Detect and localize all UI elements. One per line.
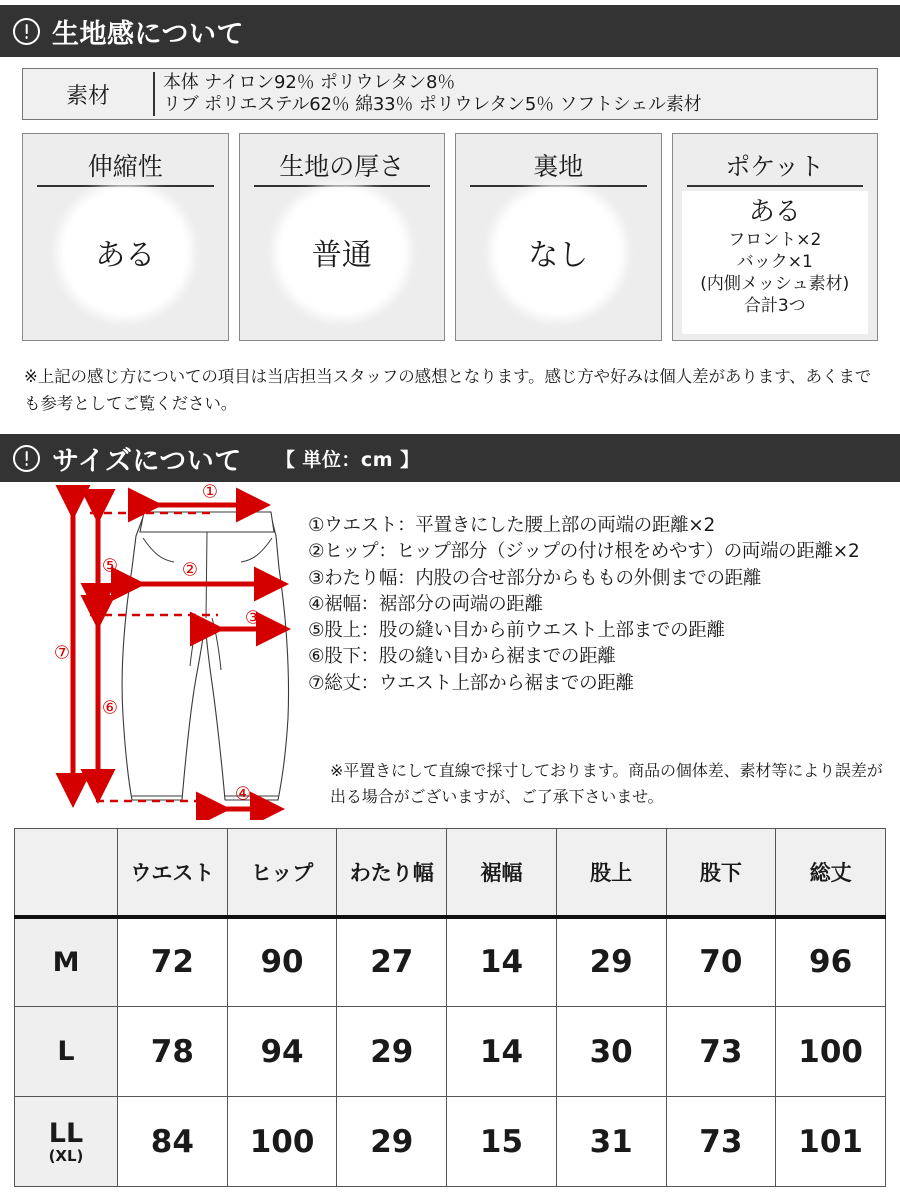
feature-card-stretch <box>22 133 229 341</box>
legend-item-hem: ④裾幅：裾部分の両端の距離 <box>308 593 543 615</box>
fabric-section-title: 生地感について <box>52 18 244 50</box>
legend-item-rise: ⑤股上：股の縫い目から前ウエスト上部までの距離 <box>308 620 725 642</box>
size-section-note: ※平置きにして直線で採寸しております。商品の個体差、素材等により誤差が出る場合がございますが、ご了承下さいませ。 <box>330 761 883 806</box>
legend-item-waist: ①ウエスト：平置きにした腰上部の両端の距離×2 <box>308 515 715 536</box>
material-label: 素材 <box>65 83 110 109</box>
cell-l-hip: 94 <box>227 1007 337 1097</box>
legend-item-length: ⑦総丈：ウエスト上部から裾までの距離 <box>308 672 634 694</box>
feature-card-stretch-title: 伸縮性 <box>87 152 163 181</box>
cell-m-rise: 29 <box>556 917 666 1007</box>
cell-m-waist: 72 <box>118 917 228 1007</box>
table-row <box>15 1007 886 1097</box>
feature-card-lining-value: なし <box>528 238 589 273</box>
feature-card-stretch-value: ある <box>95 238 156 273</box>
column-header-inseam: 股下 <box>666 829 776 917</box>
cell-ll-waist: 84 <box>118 1097 228 1187</box>
cell-ll-hip: 100 <box>227 1097 337 1187</box>
size-unit-label: 【 単位：cm 】 <box>275 448 420 471</box>
legend-item-thigh: ③わたり幅：内股の合せ部分からももの外側までの距離 <box>308 567 762 589</box>
column-header-thigh: わたり幅 <box>337 829 447 917</box>
column-header-hip: ヒップ <box>227 829 337 917</box>
cell-l-length: 100 <box>776 1007 886 1097</box>
feature-card-lining-title: 裏地 <box>533 152 584 181</box>
column-header-waist: ウエスト <box>118 829 228 917</box>
cell-m-hem: 14 <box>447 917 557 1007</box>
column-header-length: 総丈 <box>776 829 886 917</box>
cell-l-waist: 78 <box>118 1007 228 1097</box>
cell-ll-thigh: 29 <box>337 1097 447 1187</box>
cell-ll-rise: 31 <box>556 1097 666 1187</box>
legend-item-hip: ②ヒップ：ヒップ部分（ジップの付け根をめやす）の両端の距離×2 <box>308 541 860 563</box>
pocket-detail-list <box>673 191 878 317</box>
svg-text:②: ② <box>181 559 199 581</box>
exclamation-circle-icon <box>13 445 40 472</box>
feature-card-thickness-value: 普通 <box>311 238 372 273</box>
cell-l-inseam: 73 <box>666 1007 776 1097</box>
cell-l-rise: 30 <box>556 1007 666 1097</box>
table-row <box>15 917 886 1007</box>
cell-m-hip: 90 <box>227 917 337 1007</box>
size-section-title: サイズについて <box>52 445 242 477</box>
svg-text:⑦: ⑦ <box>53 642 71 664</box>
column-header-hem: 裾幅 <box>447 829 557 917</box>
cell-m-length: 96 <box>776 917 886 1007</box>
material-line-2: リブ ポリエステル62％ 綿33％ ポリウレタン5％ ソフトシェル素材 <box>163 94 702 115</box>
exclamation-circle-icon <box>13 18 40 45</box>
svg-text:④: ④ <box>234 783 252 805</box>
material-row <box>22 68 878 120</box>
feature-card-thickness-title: 生地の厚さ <box>279 152 405 181</box>
material-values <box>153 72 701 116</box>
cell-ll-hem: 15 <box>447 1097 557 1187</box>
table-row <box>15 1097 886 1187</box>
measurement-legend <box>308 513 898 697</box>
feature-card-lining <box>455 133 662 341</box>
cell-m-thigh: 27 <box>337 917 447 1007</box>
table-header-row <box>15 829 886 917</box>
cell-l-thigh: 29 <box>337 1007 447 1097</box>
feature-card-thickness <box>239 133 446 341</box>
fabric-feature-cards <box>22 133 878 341</box>
size-label-l: L <box>15 1007 118 1097</box>
pocket-detail-mesh: (内側メッシュ素材) <box>700 273 850 294</box>
divider <box>687 185 864 187</box>
feature-card-pocket <box>672 133 879 341</box>
size-label-ll: LL (XL) <box>15 1097 118 1187</box>
material-line-1: 本体 ナイロン92％ ポリウレタン8％ <box>163 72 456 94</box>
pocket-detail-front: フロント×2 <box>728 229 822 250</box>
pants-measurement-diagram <box>40 480 320 820</box>
svg-text:③: ③ <box>244 607 262 629</box>
cell-ll-inseam: 73 <box>666 1097 776 1187</box>
table-corner-cell <box>15 829 118 917</box>
svg-text:⑤: ⑤ <box>101 555 119 577</box>
feature-card-pocket-title: ポケット <box>725 152 825 181</box>
size-section-header <box>0 434 900 482</box>
cell-l-hem: 14 <box>447 1007 557 1097</box>
cell-ll-length: 101 <box>776 1097 886 1187</box>
pocket-detail-total: 合計3つ <box>743 296 806 316</box>
pocket-main-value: ある <box>748 197 801 227</box>
svg-text:①: ① <box>201 481 219 503</box>
size-table <box>14 828 886 1187</box>
pocket-detail-back: バック×1 <box>736 251 813 272</box>
cell-m-inseam: 70 <box>666 917 776 1007</box>
fabric-section-note: ※上記の感じ方についての項目は当店担当スタッフの感想となります。感じ方や好みは個人差があります、あくまでも参考としてご覧ください。 <box>24 367 872 413</box>
legend-item-inseam: ⑥股下：股の縫い目から裾までの距離 <box>308 646 616 668</box>
fabric-section-header <box>0 5 900 57</box>
size-label-m: M <box>15 917 118 1007</box>
svg-text:⑥: ⑥ <box>101 697 119 719</box>
column-header-rise: 股上 <box>556 829 666 917</box>
